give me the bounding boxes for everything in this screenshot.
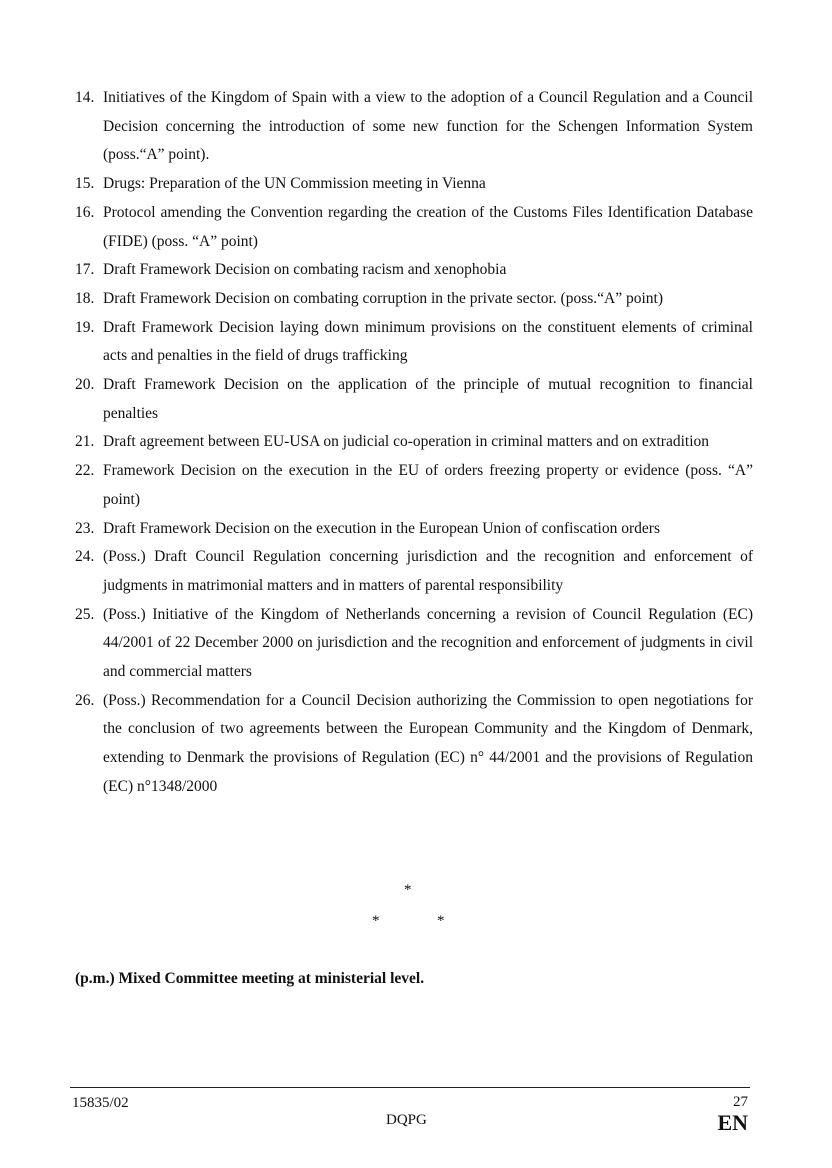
agenda-item-number: 14. [75,89,95,106]
agenda-item [75,285,753,314]
agenda-item [75,428,753,457]
language-code: EN [717,1110,748,1135]
agenda-item [75,371,753,428]
document-number: 15835/02 [72,1095,129,1111]
agenda-item-number: 23. [75,519,95,537]
agenda-item-number: 21. [75,433,95,451]
agenda-item-text: Draft agreement between EU-USA on judicial co-operation in criminal matters and on extradition [103,433,710,451]
agenda-item-text: (Poss.) Initiative of the Kingdom of Netherlands concerning a revision of Council Regulation (EC) 44/2001 of 22 December 2000 on jurisdiction and the recognition and enforcement of judgments in civil and commercial matters [103,605,753,681]
agenda-item-text: (Poss.) Recommendation for a Council Decision authorizing the Commission to open negotiations for the conclusion of two agreements between the European Community and the Kingdom of Denmark, extending to Denmark the provisions of Regulation (EC) n° 44/2001 and the provisions of Regulation (EC) n°1348/2000 [103,691,753,795]
footer-divider [70,1087,750,1088]
page-number: 27 [733,1094,748,1110]
agenda-item-text: Drugs: Preparation of the UN Commission meeting in Vienna [103,175,486,193]
agenda-item [75,515,753,544]
agenda-item-text: Draft Framework Decision on combating racism and xenophobia [103,261,507,279]
agenda-item-number: 19. [75,318,95,336]
agenda-item-text: Draft Framework Decision on the application of the principle of mutual recognition to financial penalties [103,376,753,422]
agenda-item-number: 15. [75,175,95,193]
agenda-item [75,687,753,802]
agenda-item-number: 18. [75,289,95,307]
agenda-item-text: Protocol amending the Convention regarding the creation of the Customs Files Identification Database (FIDE) (poss. “A” point) [103,203,753,250]
asterisk-top: * [404,882,412,898]
agenda-item-number: 25. [75,605,95,623]
agenda-item [75,84,753,170]
agenda-item [75,170,753,199]
agenda-item-text: Draft Framework Decision on combating corruption in the private sector. (poss.“A” point) [103,289,664,307]
agenda-list [75,84,753,802]
agenda-item [75,256,753,285]
agenda-item-number: 24. [75,548,95,566]
agenda-item-text: (Poss.) Draft Council Regulation concerning jurisdiction and the recognition and enforcement of judgments in matrimonial matters and in matters of parental responsibility [103,548,753,594]
agenda-item-text: Initiatives of the Kingdom of Spain with a view to the adoption of a Council Regulation and a Council Decision concerning the introduction of some new function for the Schengen Information System (poss.“A” point). [103,89,753,164]
agenda-item-text: Draft Framework Decision on the execution in the European Union of confiscation orders [103,519,660,537]
agenda-item-number: 17. [75,261,95,279]
agenda-item-number: 16. [75,203,95,221]
department-code: DQPG [386,1112,427,1128]
agenda-item [75,199,753,256]
agenda-item [75,543,753,600]
mixed-committee-heading: (p.m.) Mixed Committee meeting at ministerial level. [75,970,425,987]
agenda-item-number: 26. [75,691,95,709]
agenda-item [75,601,753,687]
asterisk-right: * [437,913,445,929]
agenda-item-number: 20. [75,376,95,394]
agenda-item-number: 22. [75,462,95,480]
agenda-item-text: Framework Decision on the execution in the EU of orders freezing property or evidence (poss. “A” point) [103,462,753,508]
agenda-item [75,314,753,371]
asterisk-left: * [372,913,380,929]
agenda-item-text: Draft Framework Decision laying down minimum provisions on the constituent elements of criminal acts and penalties in the field of drugs trafficking [103,318,753,365]
agenda-item [75,457,753,514]
